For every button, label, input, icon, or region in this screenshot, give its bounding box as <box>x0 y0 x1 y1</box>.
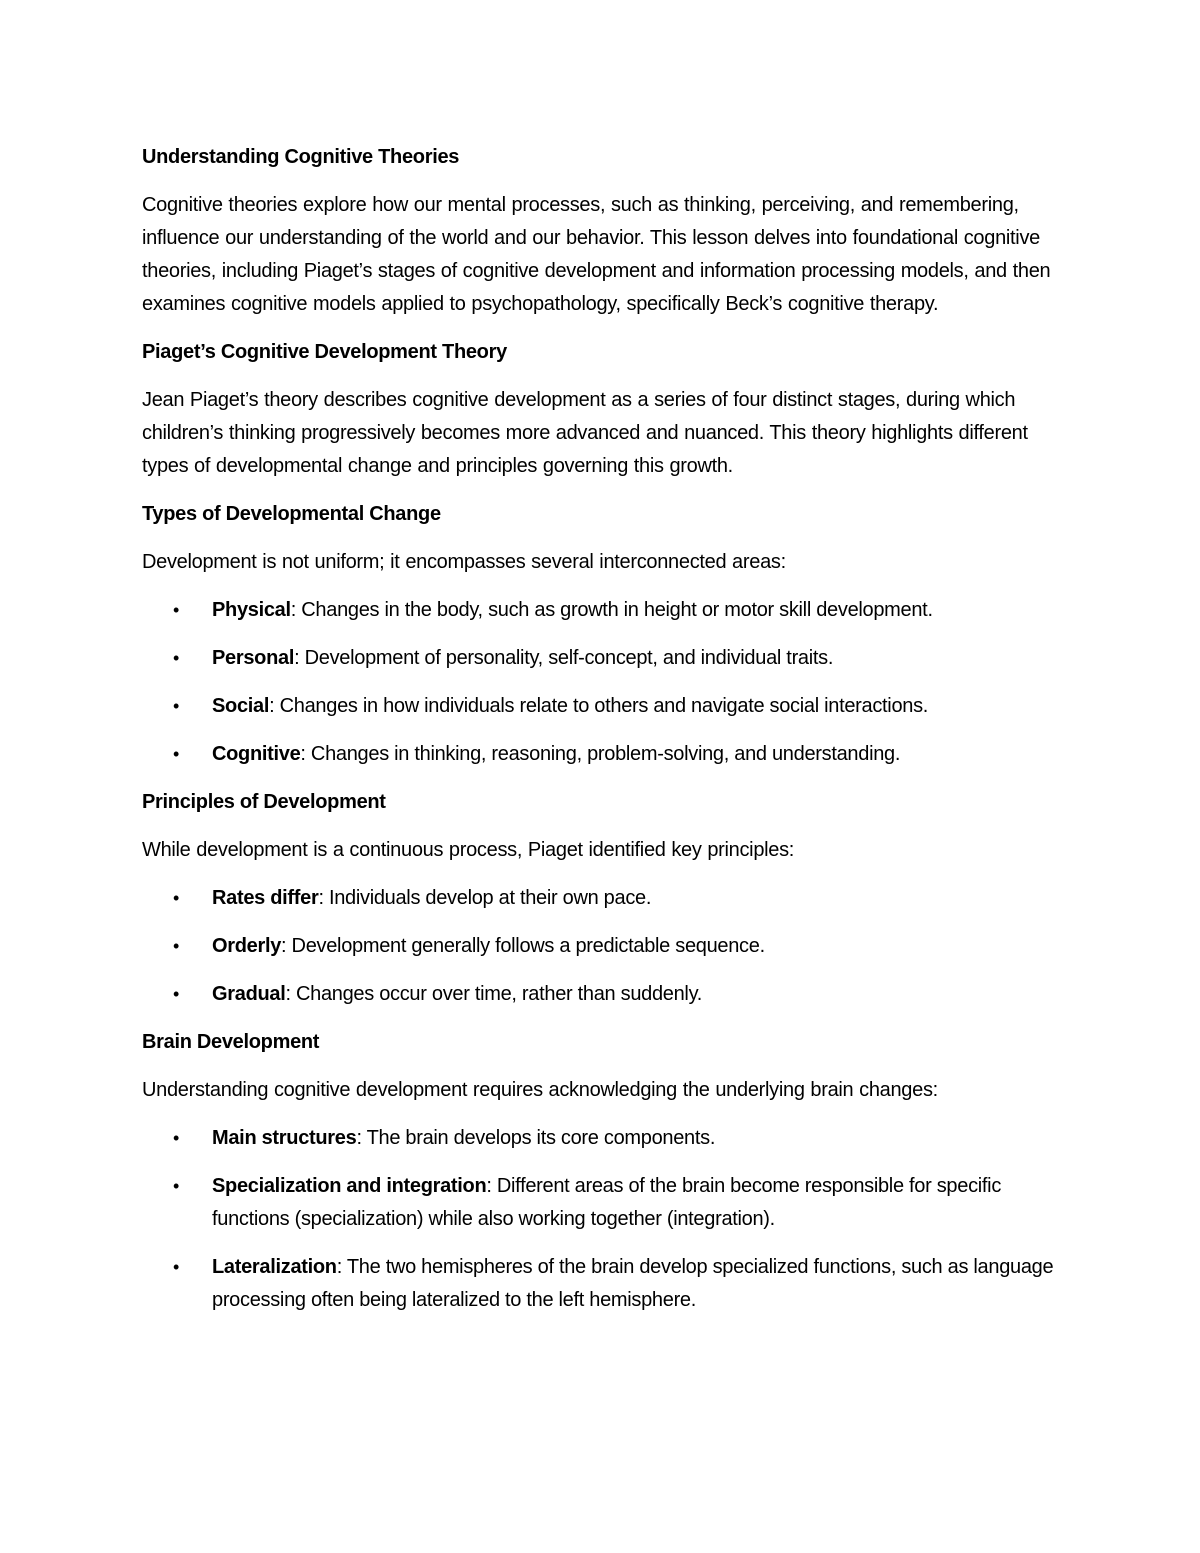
list-item <box>142 690 1062 723</box>
intro-paragraph: Cognitive theories explore how our mental processes, such as thinking, perceiving, and remembering, influence our understanding of the world and our behavior. This lesson delves into foundational cognitive theories, including Piaget’s stages of cognitive development and information processing models, and then examines cognitive models applied to psychopathology, specifically Beck’s cognitive therapy. <box>142 194 1051 315</box>
bullet-icon: • <box>173 888 180 908</box>
list-item-term: Personal <box>212 647 295 669</box>
list-item-text: : Development of personality, self-concept, and individual traits. <box>294 647 834 669</box>
bullet-icon: • <box>173 984 180 1004</box>
brain-intro: Understanding cognitive development requires acknowledging the underlying brain changes: <box>142 1079 938 1101</box>
list-item-term: Orderly <box>212 935 282 957</box>
bullet-icon: • <box>173 1176 180 1196</box>
list-item-text: : Development generally follows a predictable sequence. <box>281 935 765 957</box>
bullet-icon: • <box>173 936 180 956</box>
list-item-text: : The two hemispheres of the brain develop specialized functions, such as language processing often being lateralized to the left hemisphere. <box>212 1256 1054 1311</box>
list-item-text: : Changes in thinking, reasoning, problem-solving, and understanding. <box>300 743 901 765</box>
bullet-icon: • <box>173 1257 180 1277</box>
bullet-icon: • <box>173 1128 180 1148</box>
list-item <box>142 930 1062 963</box>
list-item-term: Gradual <box>212 983 286 1005</box>
brain-heading: Brain Development <box>142 1031 320 1053</box>
bullet-icon: • <box>173 696 180 716</box>
bullet-icon: • <box>173 600 180 620</box>
piaget-heading: Piaget’s Cognitive Development Theory <box>142 341 507 363</box>
list-item <box>142 1251 1062 1317</box>
document-page <box>142 141 1062 1332</box>
brain-list <box>142 1122 1062 1317</box>
types-list <box>142 594 1062 771</box>
list-item-term: Rates differ <box>212 887 319 909</box>
list-item-term: Main structures <box>212 1127 357 1149</box>
document-title: Understanding Cognitive Theories <box>142 146 460 168</box>
types-heading: Types of Developmental Change <box>142 503 441 525</box>
list-item <box>142 594 1062 627</box>
list-item-text: : Changes in the body, such as growth in height or motor skill development. <box>290 599 933 621</box>
list-item-text: : The brain develops its core components. <box>356 1127 716 1149</box>
bullet-icon: • <box>173 744 180 764</box>
list-item-term: Social <box>212 695 270 717</box>
list-item-term: Cognitive <box>212 743 301 765</box>
bullet-icon: • <box>173 648 180 668</box>
types-intro: Development is not uniform; it encompasses several interconnected areas: <box>142 551 786 573</box>
piaget-paragraph: Jean Piaget’s theory describes cognitive development as a series of four distinct stages, during which children’s thinking progressively becomes more advanced and nuanced. This theory highlights different types of developmental change and principles governing this growth. <box>142 389 1028 477</box>
list-item-text: : Individuals develop at their own pace. <box>318 887 652 909</box>
principles-list <box>142 882 1062 1011</box>
list-item <box>142 642 1062 675</box>
list-item <box>142 738 1062 771</box>
list-item-text: : Different areas of the brain become responsible for specific functions (specialization) while also working together (integration). <box>212 1175 1002 1230</box>
list-item <box>142 1170 1062 1236</box>
list-item-text: : Changes in how individuals relate to others and navigate social interactions. <box>269 695 929 717</box>
list-item-text: : Changes occur over time, rather than suddenly. <box>285 983 703 1005</box>
list-item-term: Specialization and integration <box>212 1175 487 1197</box>
list-item <box>142 882 1062 915</box>
list-item <box>142 978 1062 1011</box>
principles-intro: While development is a continuous process, Piaget identified key principles: <box>142 839 795 861</box>
list-item-term: Lateralization <box>212 1256 337 1278</box>
list-item <box>142 1122 1062 1155</box>
principles-heading: Principles of Development <box>142 791 386 813</box>
list-item-term: Physical <box>212 599 291 621</box>
